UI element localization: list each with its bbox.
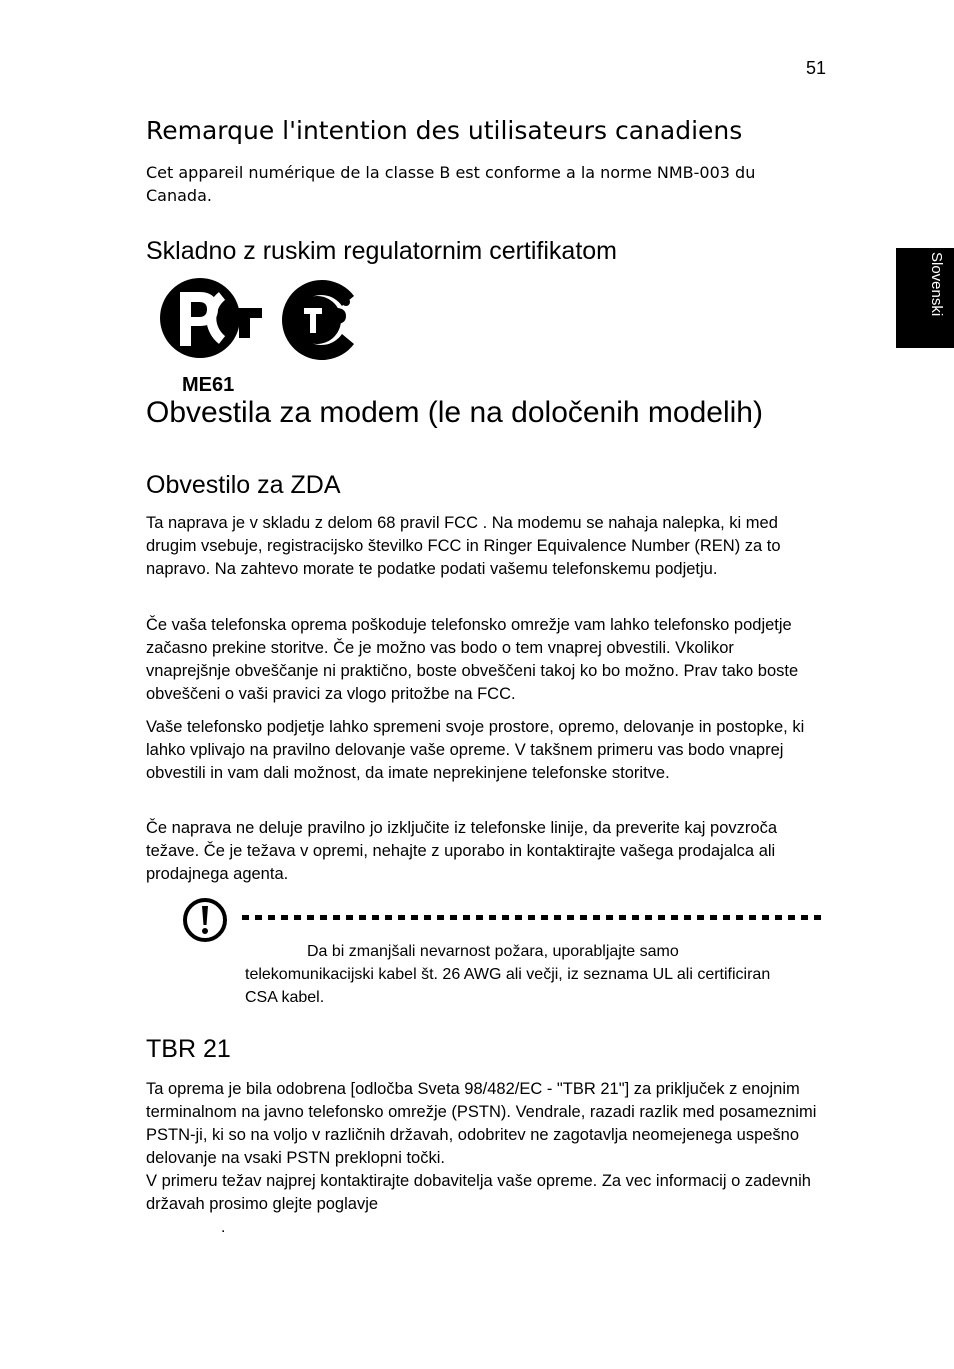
tbr-heading: TBR 21 <box>146 1035 231 1063</box>
pct-logo <box>158 278 264 367</box>
zda-heading: Obvestilo za ZDA <box>146 471 341 499</box>
language-tab <box>896 248 954 348</box>
canada-heading: Remarque l'intention des utilisateurs canadiens <box>146 116 743 145</box>
zda-paragraph-3: Vaše telefonsko podjetje lahko spremeni svoje prostore, opremo, delovanje in postopke, ki lahko vplivajo na pravilno delovanje vaše opreme. V takšnem primeru vas bodo vnaprej obvestili in vam dali možnost, da imate neprekinjene telefonske storitve. <box>146 718 805 782</box>
warning-text-rest: telekomunikacijski kabel št. 26 AWG ali večji, iz seznama UL ali certificiran CSA kabel. <box>245 966 771 1006</box>
language-tab-label: Slovenski <box>928 252 945 317</box>
tbr-trailing-dot: . <box>221 1219 226 1236</box>
russia-heading: Skladno z ruskim regulatornim certifikatom <box>146 237 617 265</box>
warning-dotted-divider <box>242 915 824 920</box>
modem-heading: Obvestila za modem (le na določenih modelih) <box>146 396 763 429</box>
tr-logo <box>276 278 368 367</box>
warning-text-line1: Da bi zmanjšali nevarnost požara, uporabljajte samo <box>307 943 679 960</box>
canada-text: Cet appareil numérique de la classe B est conforme a la norme NMB-003 du Canada. <box>146 163 756 205</box>
zda-paragraph-1: Ta naprava je v skladu z delom 68 pravil FCC . Na modemu se nahaja nalepka, ki med drugim vsebuje, registracijsko številko FCC in Ringer Equivalence Number (REN) za to napravo. Na zahtevo morate te podatke podati vašemu telefonskemu podjetju. <box>146 514 781 578</box>
warning-text <box>245 940 805 1009</box>
exclamation-circle-icon <box>181 896 229 949</box>
zda-paragraph-4: Če naprava ne deluje pravilno jo izključite iz telefonske linije, da preverite kaj povzroča težave. Če je težava v opremi, nehajte z uporabo in kontaktirajte vašega prodajalca ali prodajnega agenta. <box>146 819 778 883</box>
tbr-paragraph-1: Ta oprema je bila odobrena [odločba Sveta 98/482/EC - "TBR 21"] za priključek z enojnim terminalnom na javno telefonsko omrežje (PSTN). Vendrale, razadi razlik med posameznimi PSTN-ji, ki so na voljo v različnih državah, odobritev ne zagotavlja neomejenega uspešno delovanje na vsaki PSTN preklopni točki. <box>146 1080 817 1167</box>
zda-paragraph-2: Če vaša telefonska oprema poškoduje telefonsko omrežje vam lahko telefonsko podjetje začasno prekine storitve. Če je možno vas bodo o tem vnaprej obvestili. Vkolikor vnaprejšnje obveščanje ni praktično, boste obveščeni takoj ko bo možno. Prav tako boste obveščeni o vaši pravici za vlogo pritožbe na FCC. <box>146 616 799 703</box>
certificate-code: ME61 <box>182 374 235 396</box>
tbr-paragraph-2: V primeru težav najprej kontaktirajte dobavitelja vaše opreme. Za vec informacij o zadevnih državah prosimo glejte poglavje <box>146 1172 811 1213</box>
page-number: 51 <box>806 58 827 78</box>
